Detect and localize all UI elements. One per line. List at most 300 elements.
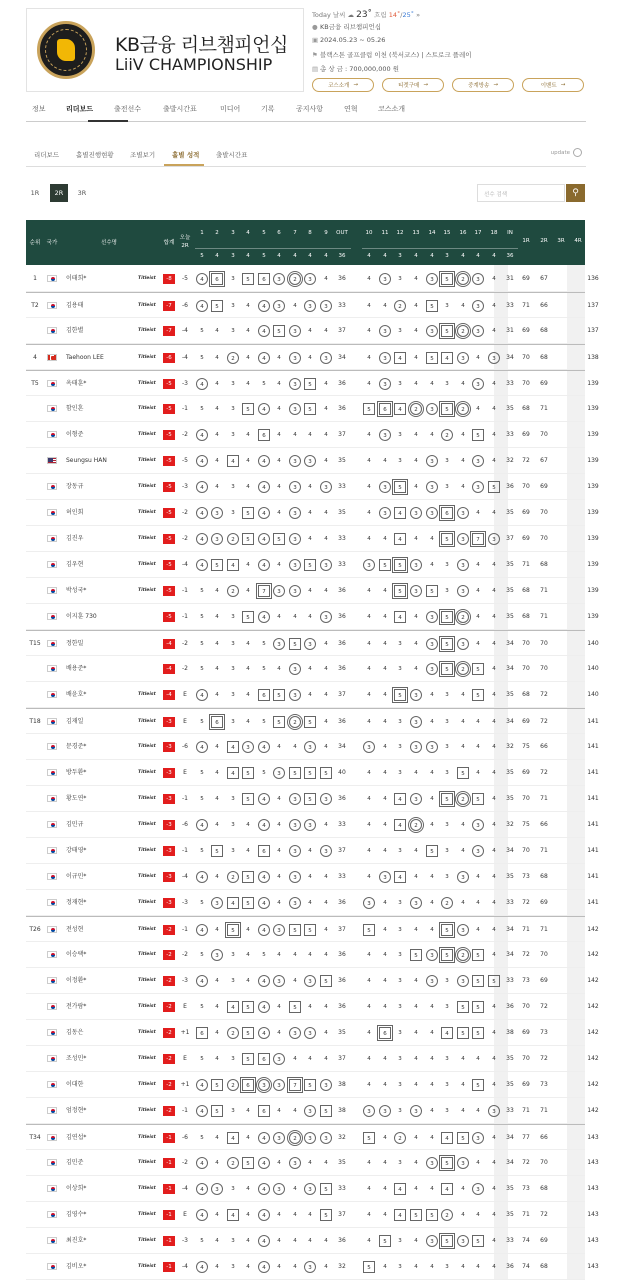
hole-score: 4: [258, 741, 270, 753]
sponsor-logo: Titleist: [138, 406, 156, 411]
nav-leaderboard[interactable]: 리더보드: [66, 105, 94, 113]
hole-number: 12: [396, 230, 404, 236]
player-name[interactable]: 이대한: [66, 1081, 84, 1088]
hole-score: 3: [445, 588, 449, 594]
player-name[interactable]: Seungsu HAN: [66, 457, 107, 464]
round-3-button[interactable]: 3R: [77, 189, 87, 197]
hole-score: 2: [441, 429, 453, 441]
hole-score: 5: [304, 403, 316, 415]
hole-score: 4: [383, 666, 387, 672]
total-strokes: 139: [587, 431, 599, 438]
player-name[interactable]: 이승택*: [66, 951, 87, 958]
today-score: -4: [182, 873, 188, 880]
table-row[interactable]: [26, 942, 599, 968]
table-row[interactable]: [26, 500, 599, 526]
hole-score: 3: [363, 559, 375, 571]
player-name[interactable]: 이정환*: [66, 977, 87, 984]
round-1-score: 75: [522, 821, 530, 828]
table-row[interactable]: [26, 318, 599, 344]
flag-emblem: [51, 901, 55, 905]
tab-active-indicator: [164, 164, 204, 166]
hole-score: 3: [231, 406, 235, 412]
update-button[interactable]: [551, 148, 582, 157]
player-name[interactable]: 황도연*: [66, 795, 87, 802]
hole-score: 4: [293, 744, 297, 750]
table-row[interactable]: [26, 292, 599, 318]
player-name[interactable]: 방두환*: [66, 769, 87, 776]
player-name[interactable]: 김동은: [66, 1029, 84, 1036]
round-1-score: 71: [522, 1107, 530, 1114]
hole-score: 4: [461, 432, 465, 438]
hole-score: 4: [492, 1030, 496, 1036]
in-score: 33: [506, 380, 514, 387]
hole-score: 4: [367, 355, 371, 361]
total-strokes: 140: [587, 665, 599, 672]
nav-media[interactable]: 미디어: [220, 105, 241, 113]
round-2-score: 68: [540, 561, 548, 568]
hole-score: 4: [492, 1264, 496, 1270]
hole-score: 5: [242, 767, 254, 779]
search-icon[interactable]: ⚲: [566, 184, 585, 202]
hole-score: 3: [273, 1053, 285, 1065]
total-badge: -5: [163, 456, 175, 466]
hole-score: 4: [196, 871, 208, 883]
round-2-score: 68: [540, 1185, 548, 1192]
hole-score: 3: [398, 328, 402, 334]
hole-score: 5: [200, 406, 204, 412]
player-name[interactable]: 김연섭*: [66, 1134, 87, 1141]
table-row[interactable]: [26, 396, 599, 422]
hole-score: 3: [445, 484, 449, 490]
table-row[interactable]: [26, 370, 599, 396]
player-name[interactable]: Taehoon LEE: [66, 354, 104, 361]
hole-score: 4: [461, 900, 465, 906]
info-dates: [312, 36, 385, 44]
player-name[interactable]: 최진호*: [66, 1237, 87, 1244]
round-2-score: 68: [540, 1263, 548, 1270]
player-name[interactable]: 엄정현*: [66, 1107, 87, 1114]
player-name[interactable]: 장동규: [66, 483, 84, 490]
sponsor-logo: Titleist: [138, 276, 156, 281]
korea-flag-icon: [47, 795, 57, 802]
hole-score: 5: [211, 1079, 223, 1091]
hole-score: 4: [277, 484, 281, 490]
nav-tee-times[interactable]: 출발시간표: [163, 105, 197, 113]
in-score: 35: [506, 769, 514, 776]
round-1-score: 73: [522, 1185, 530, 1192]
hole-score: 4: [430, 900, 434, 906]
rank-cell: T5: [31, 380, 39, 387]
hole-score: 4: [258, 897, 270, 909]
hole-score: 4: [492, 328, 496, 334]
in-score: 35: [506, 873, 514, 880]
player-name[interactable]: 김한별: [66, 327, 84, 334]
hole-score: 5: [441, 1235, 453, 1247]
broadcast-button[interactable]: [452, 78, 514, 92]
table-row[interactable]: [26, 812, 599, 838]
course-intro-button[interactable]: [312, 78, 374, 92]
round-1-score: 69: [522, 275, 530, 282]
tournament-dates: 2024.05.23 ~ 05.26: [320, 36, 386, 44]
hole-score: 4: [293, 978, 297, 984]
hole-score: 4: [383, 1004, 387, 1010]
hole-score: 4: [367, 1030, 371, 1036]
hole-score: 4: [293, 1238, 297, 1244]
hole-score: 4: [461, 692, 465, 698]
round-1-score: 70: [522, 380, 530, 387]
hole-score: 4: [258, 533, 270, 545]
korea-flag-icon: [47, 1237, 57, 1244]
sponsor-logo: Titleist: [138, 848, 156, 853]
hole-score: 2: [457, 403, 469, 415]
table-row[interactable]: [26, 1020, 599, 1046]
table-row[interactable]: [26, 630, 599, 656]
today-score: -4: [182, 1185, 188, 1192]
player-name[interactable]: 김우현: [66, 561, 84, 568]
in-score: 35: [506, 691, 514, 698]
table-row[interactable]: [26, 968, 599, 994]
table-row[interactable]: [26, 1072, 599, 1098]
hole-score: 4: [461, 1108, 465, 1114]
hole-score: 4: [461, 303, 465, 309]
player-name[interactable]: 김민규: [66, 821, 84, 828]
hole-number: 3: [231, 230, 235, 236]
round-2-score: 69: [540, 483, 548, 490]
korea-flag-icon: [47, 1003, 57, 1010]
table-row[interactable]: [26, 604, 599, 630]
hole-score: 4: [308, 1238, 312, 1244]
hole-score: 3: [379, 378, 391, 390]
player-name[interactable]: 강태영*: [66, 847, 87, 854]
hole-score: 4: [196, 481, 208, 493]
today-score: -3: [182, 899, 188, 906]
hole-score: 6: [211, 273, 223, 285]
rank-cell: T26: [29, 926, 41, 933]
hole-score: 3: [211, 949, 223, 961]
korea-flag-icon: [47, 847, 57, 854]
table-row[interactable]: [26, 734, 599, 760]
table-row[interactable]: [26, 344, 599, 370]
hole-score: 4: [394, 1209, 406, 1221]
today-score: -3: [182, 977, 188, 984]
header-today: 오늘: [179, 235, 191, 241]
table-row[interactable]: [26, 266, 599, 292]
hole-score: 4: [414, 666, 418, 672]
hole-score: 4: [215, 406, 219, 412]
hole-score: 4: [258, 819, 270, 831]
hole-score: 2: [227, 1157, 239, 1169]
hole-score: 4: [277, 1264, 281, 1270]
sponsor-logo: Titleist: [138, 900, 156, 905]
table-row[interactable]: [26, 1202, 599, 1228]
hole-score: 3: [231, 978, 235, 984]
round-2-score: 72: [540, 1211, 548, 1218]
table-row[interactable]: [26, 994, 599, 1020]
hole-score: 3: [231, 641, 235, 647]
hole-score: 4: [492, 510, 496, 516]
nav-info[interactable]: 정보: [32, 105, 46, 113]
round-1-score: 68: [522, 405, 530, 412]
hole-score: 5: [472, 1235, 484, 1247]
player-name[interactable]: 허인회: [66, 509, 84, 516]
out-score: 36: [338, 951, 346, 958]
player-name[interactable]: 문경준*: [66, 743, 87, 750]
table-row[interactable]: [26, 838, 599, 864]
nav-history[interactable]: 연혁: [344, 105, 358, 113]
round-1-score: 73: [522, 977, 530, 984]
hole-score: 5: [200, 1135, 204, 1141]
nav-players[interactable]: 출전선수: [114, 105, 142, 113]
round-1-button[interactable]: 1R: [30, 189, 40, 197]
weather-more-icon[interactable]: »: [416, 11, 421, 19]
hole-score: 3: [426, 1157, 438, 1169]
flag-emblem: [51, 1161, 55, 1165]
player-name[interactable]: 이지훈 730: [66, 613, 97, 620]
hole-score: 5: [242, 1157, 254, 1169]
round-2-score: 72: [540, 769, 548, 776]
header-player: 선수명: [101, 240, 117, 246]
total-strokes: 140: [587, 691, 599, 698]
hole-score: 3: [273, 585, 285, 597]
hole-score: 5: [304, 378, 316, 390]
player-name[interactable]: 이형준: [66, 431, 84, 438]
hole-score: 3: [242, 741, 254, 753]
player-name[interactable]: 전가람*: [66, 1003, 87, 1010]
hole-score: 3: [273, 975, 285, 987]
flag-emblem: [51, 875, 55, 879]
player-name[interactable]: 김비오*: [66, 1263, 87, 1270]
hole-score: 4: [383, 848, 387, 854]
today-score: -1: [182, 405, 188, 412]
player-name[interactable]: 조성민*: [66, 1055, 87, 1062]
table-row[interactable]: [26, 578, 599, 604]
hole-score: 4: [414, 1030, 418, 1036]
hole-score: 4: [430, 536, 434, 542]
hole-score: 4: [324, 432, 328, 438]
in-score: 34: [506, 354, 514, 361]
hole-score: 3: [398, 432, 402, 438]
tab-hole-progress[interactable]: 홀별진행현황: [76, 151, 114, 159]
header-country: 국가: [46, 240, 58, 246]
hole-score: 3: [231, 822, 235, 828]
player-name[interactable]: 함인혼: [66, 405, 84, 412]
hole-score: 4: [394, 1183, 406, 1195]
hole-score: 4: [215, 1264, 219, 1270]
player-name[interactable]: 이태희*: [66, 275, 87, 282]
nav-notices[interactable]: 공지사항: [296, 105, 324, 113]
table-row[interactable]: [26, 1176, 599, 1202]
hole-score: 4: [246, 381, 250, 387]
hole-score: 4: [258, 611, 270, 623]
player-search-input[interactable]: 선수 검색: [477, 184, 565, 202]
player-name[interactable]: 배용준*: [66, 665, 87, 672]
korea-flag-icon: [47, 613, 57, 620]
today-score: -4: [182, 561, 188, 568]
table-row[interactable]: [26, 682, 599, 708]
tab-leaderboard[interactable]: 리더보드: [34, 151, 60, 159]
hole-score: 4: [324, 1004, 328, 1010]
player-name[interactable]: 김진우: [66, 535, 84, 542]
today-score: E: [183, 769, 187, 776]
hole-score: 3: [398, 952, 402, 958]
player-name[interactable]: 이상희*: [66, 1185, 87, 1192]
hole-score: 5: [200, 355, 204, 361]
total-strokes: 141: [587, 769, 599, 776]
hole-score: 4: [258, 455, 270, 467]
hole-score: 3: [379, 429, 391, 441]
hole-score: 4: [196, 300, 208, 312]
hole-score: 4: [492, 666, 496, 672]
hole-score: 3: [426, 741, 438, 753]
total-badge: -6: [163, 353, 175, 363]
hole-score: 3: [410, 716, 422, 728]
out-score: 35: [338, 509, 346, 516]
hole-score: 3: [304, 1261, 316, 1273]
hole-score: 5: [200, 900, 204, 906]
hole-number: 8: [308, 230, 312, 236]
table-row[interactable]: [26, 1254, 599, 1280]
total-badge: -3: [163, 768, 175, 778]
hole-score: 4: [492, 900, 496, 906]
table-row[interactable]: [26, 448, 599, 474]
out-score: 36: [338, 275, 346, 282]
round-2-button[interactable]: 2R: [50, 184, 68, 202]
rank-cell: T34: [29, 1134, 41, 1141]
hole-score: 4: [414, 1186, 418, 1192]
tab-groups[interactable]: 조별보기: [130, 151, 156, 159]
table-row[interactable]: [26, 474, 599, 500]
table-row[interactable]: [26, 786, 599, 812]
out-score: 37: [338, 926, 346, 933]
nav-records[interactable]: 기록: [261, 105, 275, 113]
player-name[interactable]: 김영수*: [66, 1211, 87, 1218]
round-1-score: 71: [522, 302, 530, 309]
hole-score: 4: [215, 666, 219, 672]
table-row[interactable]: [26, 1046, 599, 1072]
player-name[interactable]: 전성현: [66, 926, 84, 933]
hole-number: 13: [412, 230, 420, 236]
table-row[interactable]: [26, 890, 599, 916]
hole-score: 4: [196, 819, 208, 831]
total-badge: -3: [163, 794, 175, 804]
in-score: 33: [506, 977, 514, 984]
hole-score: 5: [200, 1004, 204, 1010]
table-row[interactable]: [26, 864, 599, 890]
out-score: 35: [338, 457, 346, 464]
hole-score: 4: [215, 381, 219, 387]
nav-active-indicator: [88, 120, 128, 122]
hole-score: 3: [472, 845, 484, 857]
tab-tee-times[interactable]: 출발시간표: [216, 151, 248, 159]
info-tournament: [312, 22, 381, 31]
hole-score: 3: [258, 1079, 270, 1091]
hole-score: 3: [426, 949, 438, 961]
table-row[interactable]: [26, 656, 599, 682]
table-row[interactable]: [26, 916, 599, 942]
logo-box: [26, 8, 304, 92]
hole-score: 4: [246, 952, 250, 958]
hole-score: 3: [445, 1056, 449, 1062]
player-name[interactable]: 박성국*: [66, 587, 87, 594]
hole-score: 4: [476, 406, 480, 412]
hole-score: 4: [430, 1108, 434, 1114]
sponsor-logo: Titleist: [138, 796, 156, 801]
player-name[interactable]: 옥태훈*: [66, 380, 87, 387]
hole-score: 5: [441, 273, 453, 285]
sponsor-logo: Titleist: [138, 328, 156, 333]
hole-score: 2: [457, 273, 469, 285]
header-r4: 4R: [574, 238, 582, 244]
hole-par: 3: [398, 253, 402, 259]
table-row[interactable]: [26, 1098, 599, 1124]
hole-score: 3: [289, 845, 301, 857]
hole-score: 3: [231, 1056, 235, 1062]
hole-score: 5: [379, 1235, 391, 1247]
in-score: 31: [506, 327, 514, 334]
main-nav: [26, 100, 586, 122]
hole-score: 4: [414, 614, 418, 620]
table-row[interactable]: [26, 760, 599, 786]
korea-flag-icon: [47, 951, 57, 958]
player-name[interactable]: 김민준: [66, 1159, 84, 1166]
flag-emblem: [51, 1109, 55, 1113]
hole-score: 4: [383, 588, 387, 594]
table-row[interactable]: [26, 1124, 599, 1150]
hole-score: 4: [492, 1160, 496, 1166]
hole-score: 3: [231, 848, 235, 854]
table-row[interactable]: [26, 552, 599, 578]
player-name[interactable]: 배윤호*: [66, 691, 87, 698]
hole-score: 4: [367, 510, 371, 516]
player-name[interactable]: 정한밀: [66, 640, 84, 647]
total-strokes: 141: [587, 795, 599, 802]
table-row[interactable]: [26, 1228, 599, 1254]
hole-score: 4: [308, 1056, 312, 1062]
table-row[interactable]: [26, 1150, 599, 1176]
tab-hole-scores[interactable]: 홀별 성적: [172, 151, 200, 159]
table-row[interactable]: [26, 708, 599, 734]
nav-course[interactable]: 코스소개: [378, 105, 406, 113]
hole-score: 3: [472, 325, 484, 337]
table-row[interactable]: [26, 526, 599, 552]
player-name[interactable]: 정재현*: [66, 899, 87, 906]
hole-score: 4: [492, 381, 496, 387]
player-name[interactable]: 이규민*: [66, 873, 87, 880]
hole-score: 4: [367, 978, 371, 984]
hole-score: 5: [304, 924, 316, 936]
ticket-button[interactable]: [382, 78, 444, 92]
today-score: -6: [182, 302, 188, 309]
hole-score: 4: [227, 455, 239, 467]
hole-score: 3: [289, 352, 301, 364]
hole-score: 2: [457, 663, 469, 675]
hole-score: 3: [289, 819, 301, 831]
button-label: 티켓구매: [398, 83, 420, 89]
hole-score: 4: [441, 1183, 453, 1195]
player-name[interactable]: 김용태: [66, 302, 84, 309]
title-en: LiiV CHAMPIONSHIP: [115, 55, 273, 74]
player-name[interactable]: 김재일: [66, 718, 84, 725]
event-button[interactable]: [522, 78, 584, 92]
table-row[interactable]: [26, 422, 599, 448]
round-2-score: 68: [540, 354, 548, 361]
hole-score: 5: [441, 533, 453, 545]
hole-score: 4: [324, 510, 328, 516]
hole-score: 4: [324, 822, 328, 828]
hole-score: 4: [277, 1212, 281, 1218]
hole-score: 3: [445, 692, 449, 698]
out-score: 32: [338, 1263, 346, 1270]
